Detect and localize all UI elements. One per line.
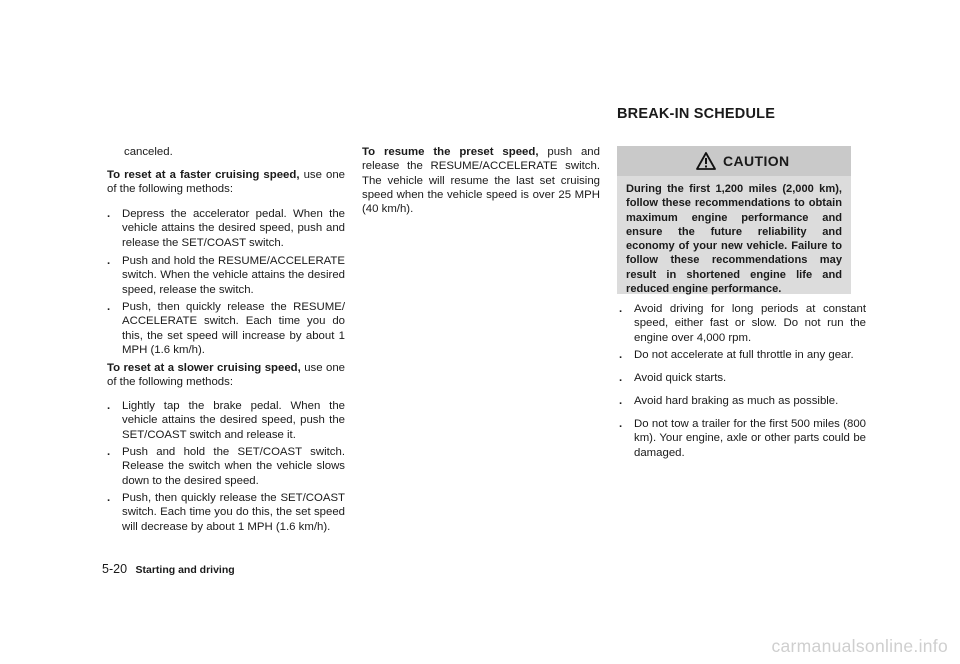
list-item <box>619 302 866 345</box>
list-item-text: Avoid quick starts. <box>634 372 727 384</box>
page-number: 5-20 <box>102 562 128 576</box>
bullet: . <box>619 418 623 430</box>
watermark: carmanualsonline.info <box>771 636 948 656</box>
list-item <box>107 207 345 250</box>
faster-speed-heading: To reset at a faster cruising speed, <box>107 169 300 181</box>
continued-text: canceled. <box>124 146 173 158</box>
list-item <box>619 371 866 385</box>
list-item-text: Lightly tap the brake pedal. When the vehicle attains the desired speed, push the SET/COAST switch and release it. <box>122 400 345 441</box>
bullet: . <box>107 301 111 313</box>
faster-speed-intro: use one of the following methods: <box>107 169 345 196</box>
list-item-text: Push and hold the SET/COAST switch. Release the switch when the vehicle slows down to the desired speed. <box>122 446 345 487</box>
list-item <box>107 445 345 488</box>
section-title: BREAK-IN SCHEDULE <box>617 106 776 122</box>
faster-speed-paragraph <box>107 168 345 197</box>
bullet: . <box>619 395 623 407</box>
list-item <box>619 348 866 362</box>
warning-triangle-icon <box>696 152 716 170</box>
bullet: . <box>619 303 623 315</box>
list-item-text: Do not accelerate at full throttle in any gear. <box>634 349 854 361</box>
bullet: . <box>107 255 111 267</box>
list-item-text: Push and hold the RESUME/ACCELERATE switch. When the vehicle attains the desired speed, release the switch. <box>122 255 345 296</box>
page-footer <box>102 560 235 578</box>
list-item <box>619 394 866 408</box>
list-item-text: Avoid driving for long periods at constant speed, either fast or slow. Do not run the engine over 4,000 rpm. <box>634 303 866 344</box>
bullet: . <box>619 372 623 384</box>
list-item-text: Avoid hard braking as much as possible. <box>634 395 839 407</box>
bullet: . <box>107 208 111 220</box>
footer-title: Starting and driving <box>135 564 235 576</box>
bullet: . <box>107 492 111 504</box>
caution-box <box>617 146 851 294</box>
list-item-text: Do not tow a trailer for the first 500 miles (800 km). Your engine, axle or other parts could be damaged. <box>634 418 866 459</box>
resume-speed-paragraph <box>362 145 600 216</box>
list-item <box>107 254 345 297</box>
list-item-text: Push, then quickly release the SET/COAST switch. Each time you do this, the set speed will decrease by about 1 MPH (1.6 km/h). <box>122 492 345 533</box>
list-item <box>619 417 866 460</box>
slower-speed-paragraph <box>107 361 345 390</box>
caution-header <box>617 146 851 176</box>
caution-text: During the first 1,200 miles (2,000 km), follow these recommendations to obtain maximum engine performance and ensure the future reliability and economy of your new vehicle. Failure to follow these recommendations may result in shortened engine life and reduced engine performance. <box>626 183 842 296</box>
bullet: . <box>107 400 111 412</box>
slower-speed-intro: use one of the following methods: <box>107 362 345 389</box>
list-item-text: Push, then quickly release the RESUME/ ACCELERATE switch. Each time you do this, the set speed will increase by about 1 MPH (1.6 km/h). <box>122 301 345 356</box>
list-item-text: Depress the accelerator pedal. When the vehicle attains the desired speed, push and release the SET/COAST switch. <box>122 208 345 249</box>
resume-speed-text: push and release the RESUME/ACCELERATE switch. The vehicle will resume the last set cruising speed when the vehicle speed is over 25 MPH (40 km/h). <box>362 146 600 216</box>
bullet: . <box>107 446 111 458</box>
bullet: . <box>619 349 623 361</box>
resume-speed-heading: To resume the preset speed, <box>362 146 539 158</box>
list-item <box>107 491 345 534</box>
slower-speed-heading: To reset at a slower cruising speed, <box>107 362 301 374</box>
list-item <box>107 300 345 357</box>
list-item <box>107 399 345 442</box>
caution-label: CAUTION <box>723 153 790 169</box>
